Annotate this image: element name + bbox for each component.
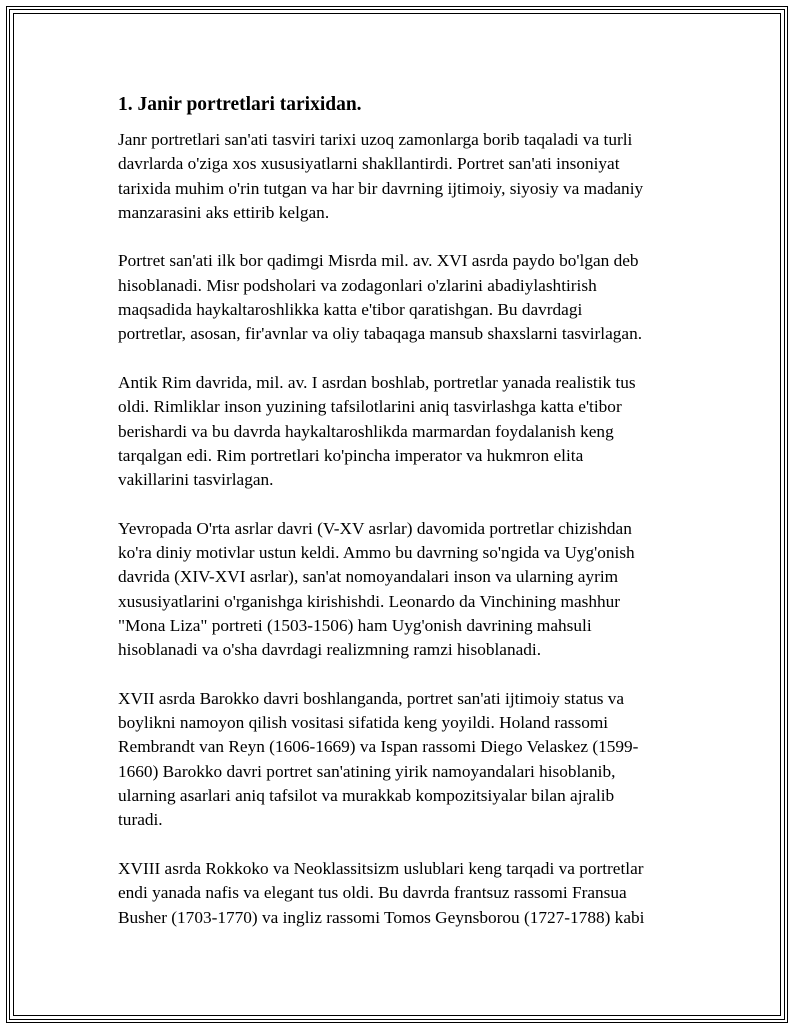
text-line: hisoblanadi va o'sha davrdagi realizmning ramzi hisoblanadi. (118, 640, 542, 660)
text-line: 1660) Barokko davri portret san'atining yirik namoyandalari hisoblanib, (118, 761, 616, 781)
document-body (118, 92, 688, 954)
paragraph-3 (118, 371, 688, 492)
paragraph-5 (118, 687, 688, 833)
paragraph-1 (118, 128, 688, 225)
text-line: Antik Rim davrida, mil. av. I asrdan boshlab, portretlar yanada realistik tus (118, 372, 636, 392)
text-line: turadi. (118, 810, 163, 830)
text-line: "Mona Liza" portreti (1503-1506) ham Uyg'onish davrining mahsuli (118, 615, 592, 635)
text-line: Portret san'ati ilk bor qadimgi Misrda mil. av. XVI asrda paydo bo'lgan deb (118, 251, 639, 271)
text-line: tarqalgan edi. Rim portretlari ko'pincha imperator va hukmron elita (118, 445, 584, 465)
text-line: ko'ra diniy motivlar ustun keldi. Ammo bu davrning so'ngida va Uyg'onish (118, 543, 635, 563)
text-line: ularning asarlari aniq tafsilot va murakkab kompozitsiyalar bilan ajralib (118, 786, 615, 806)
text-line: XVII asrda Barokko davri boshlanganda, portret san'ati ijtimoiy status va (118, 688, 625, 708)
text-line: endi yanada nafis va elegant tus oldi. Bu davrda frantsuz rassomi Fransua (118, 883, 627, 903)
paragraph-4 (118, 517, 688, 663)
text-line: Busher (1703-1770) va ingliz rassomi Tomos Geynsborou (1727-1788) kabi (118, 907, 645, 927)
text-line: maqsadida haykaltaroshlikka katta e'tibor qaratishgan. Bu davrdagi (118, 300, 583, 320)
text-line: XVIII asrda Rokkoko va Neoklassitsizm uslublari keng tarqadi va portretlar (118, 858, 644, 878)
text-line: Janr portretlari san'ati tasviri tarixi uzoq zamonlarga borib taqaladi va turli (118, 130, 633, 149)
text-line: manzarasini aks ettirib kelgan. (118, 202, 330, 222)
text-line: vakillarini tasvirlagan. (118, 470, 274, 490)
text-line: davrlarda o'ziga xos xususiyatlarni shakllantirdi. Portret san'ati insoniyat (118, 154, 620, 174)
text-line: oldi. Rimliklar inson yuzining tafsilotlarini aniq tasvirlashga katta e'tibor (118, 397, 622, 417)
paragraph-6 (118, 857, 688, 930)
text-line: xususiyatlarini o'rganishga kirishishdi. Leonardo da Vinchining mashhur (118, 591, 621, 611)
text-line: Yevropada O'rta asrlar davri (V-XV asrlar) davomida portretlar chizishdan (118, 518, 632, 538)
text-line: tarixida muhim o'rin tutgan va har bir davrning ijtimoiy, siyosiy va madaniy (118, 178, 644, 198)
text-line: davrida (XIV-XVI asrlar), san'at nomoyandalari inson va ularning ayrim (118, 567, 619, 587)
text-line: Rembrandt van Reyn (1606-1669) va Ispan rassomi Diego Velaskez (1599- (118, 737, 639, 757)
text-line: boylikni namoyon qilish vositasi sifatida keng yoyildi. Holand rassomi (118, 713, 609, 733)
section-heading: 1. Janir portretlari tarixidan. (118, 94, 362, 115)
text-line: portretlar, asosan, fir'avnlar va oliy tabaqaga mansub shaxslarni tasvirlagan. (118, 324, 643, 344)
text-line: hisoblanadi. Misr podsholari va zodagonlari o'zlarini abadiylashtirish (118, 275, 597, 295)
paragraph-2 (118, 249, 688, 346)
text-line: berishardi va bu davrda haykaltaroshlikda marmardan foydalanish keng (118, 421, 614, 441)
